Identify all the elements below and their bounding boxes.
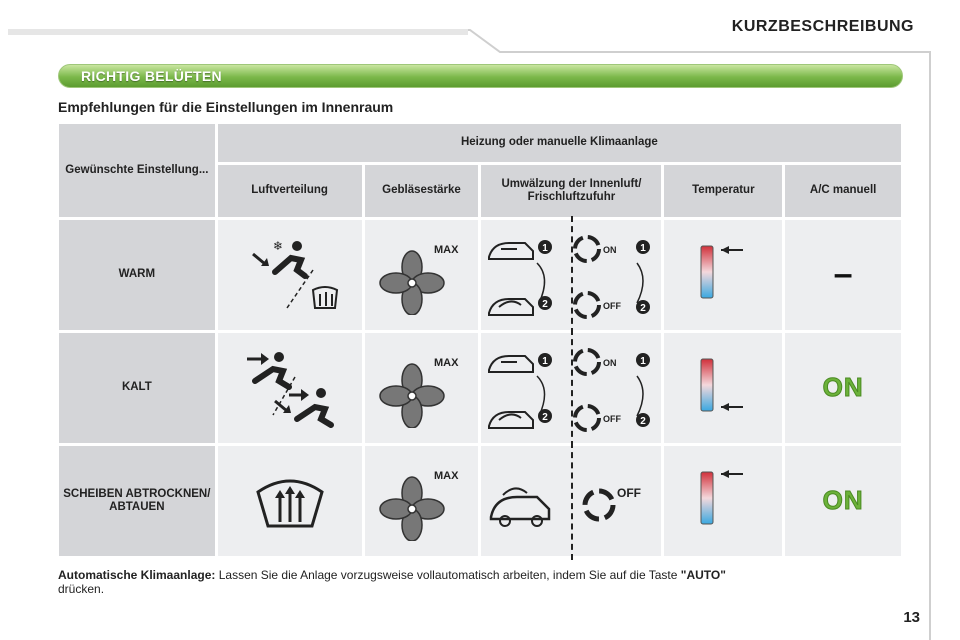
fan-icon bbox=[376, 235, 466, 315]
row-label: WARM bbox=[59, 220, 215, 330]
ac-cell bbox=[785, 333, 901, 443]
car-icon bbox=[491, 497, 549, 519]
step-2-right: 2 bbox=[640, 303, 647, 314]
footnote-key: "AUTO" bbox=[680, 568, 726, 582]
temperature-cell bbox=[664, 220, 782, 330]
col-header-geblaesestaerke: Gebläsestärke bbox=[365, 165, 479, 217]
ac-value-on: ON bbox=[822, 372, 864, 403]
air-distribution-cell bbox=[218, 333, 362, 443]
col-header-umwaelzung: Umwälzung der Innenluft/ Frischluftzufuhr bbox=[481, 165, 661, 217]
table-row bbox=[59, 220, 901, 330]
air-distribution-cell bbox=[218, 446, 362, 556]
air-distribution-cell bbox=[218, 220, 362, 330]
temperature-scale-icon bbox=[683, 353, 763, 423]
air-distribution-icon bbox=[235, 230, 345, 320]
footnote-lead: Automatische Klimaanlage: bbox=[58, 568, 216, 582]
temperature-scale-icon bbox=[683, 240, 763, 310]
step-2-right: 2 bbox=[640, 416, 647, 427]
air-distribution-icon bbox=[235, 343, 345, 433]
footnote-tail: drücken. bbox=[58, 582, 105, 597]
svg-text:❄: ❄ bbox=[272, 239, 283, 253]
temperature-cell bbox=[664, 446, 782, 556]
group-label: Heizung oder manuelle Klimaanlage bbox=[460, 136, 658, 149]
corner-header bbox=[59, 124, 215, 217]
recirculation-cell bbox=[481, 220, 661, 330]
corner-label: Gewünschte Einstellung... bbox=[65, 163, 209, 176]
page-subtitle: Empfehlungen für die Einstellungen im Innenraum bbox=[58, 99, 394, 115]
fan-icon bbox=[376, 348, 466, 428]
fan-max-label: MAX bbox=[434, 470, 459, 482]
fan-max-label: MAX bbox=[434, 357, 459, 369]
step-2: 2 bbox=[542, 299, 549, 310]
fan-cell bbox=[365, 446, 479, 556]
section-title-bar bbox=[58, 64, 903, 88]
fan-icon bbox=[376, 461, 466, 541]
fan-cell bbox=[365, 333, 479, 443]
recirc-off-label: OFF bbox=[603, 301, 622, 311]
step-1-right: 1 bbox=[640, 243, 647, 254]
temperature-scale-icon bbox=[683, 466, 763, 536]
step-2: 2 bbox=[542, 412, 549, 423]
divider-dashed-line bbox=[571, 216, 573, 334]
recirculation-cell bbox=[481, 333, 661, 443]
col-header-luftverteilung: Luftverteilung bbox=[218, 165, 362, 217]
settings-table bbox=[56, 121, 904, 559]
divider-dashed-line bbox=[571, 329, 573, 447]
recirculation-cell bbox=[481, 446, 661, 556]
col-header-temperatur: Temperatur bbox=[664, 165, 782, 217]
recirc-on-label: ON bbox=[603, 245, 617, 255]
section-title: RICHTIG BELÜFTEN bbox=[81, 68, 222, 84]
windscreen-demist-icon bbox=[250, 466, 330, 536]
fan-max-label: MAX bbox=[434, 244, 459, 256]
table-row bbox=[59, 333, 901, 443]
step-1: 1 bbox=[542, 356, 549, 367]
recirc-on-label: ON bbox=[603, 358, 617, 368]
divider-dashed-line bbox=[571, 442, 573, 560]
page-number: 13 bbox=[903, 609, 920, 626]
ac-cell bbox=[785, 446, 901, 556]
ac-value-on: ON bbox=[822, 485, 864, 516]
group-header bbox=[218, 124, 901, 162]
recirc-off-label: OFF bbox=[603, 414, 622, 424]
ac-cell bbox=[785, 220, 901, 330]
recirc-off-label: OFF bbox=[617, 486, 642, 500]
row-label: KALT bbox=[59, 333, 215, 443]
ac-value-off: – bbox=[833, 255, 853, 294]
footnote-text: Lassen Sie die Anlage vorzugsweise vollautomatisch arbeiten, indem Sie auf die Taste bbox=[218, 568, 678, 582]
step-1-right: 1 bbox=[640, 356, 647, 367]
footnote bbox=[58, 568, 908, 597]
fan-cell bbox=[365, 220, 479, 330]
col-header-ac-manuell: A/C manuell bbox=[785, 165, 901, 217]
row-label: SCHEIBEN ABTROCKNEN/ ABTAUEN bbox=[59, 446, 215, 556]
temperature-cell bbox=[664, 333, 782, 443]
page-header-title: KURZBESCHREIBUNG bbox=[731, 18, 914, 35]
step-1: 1 bbox=[542, 243, 549, 254]
table-row bbox=[59, 446, 901, 556]
